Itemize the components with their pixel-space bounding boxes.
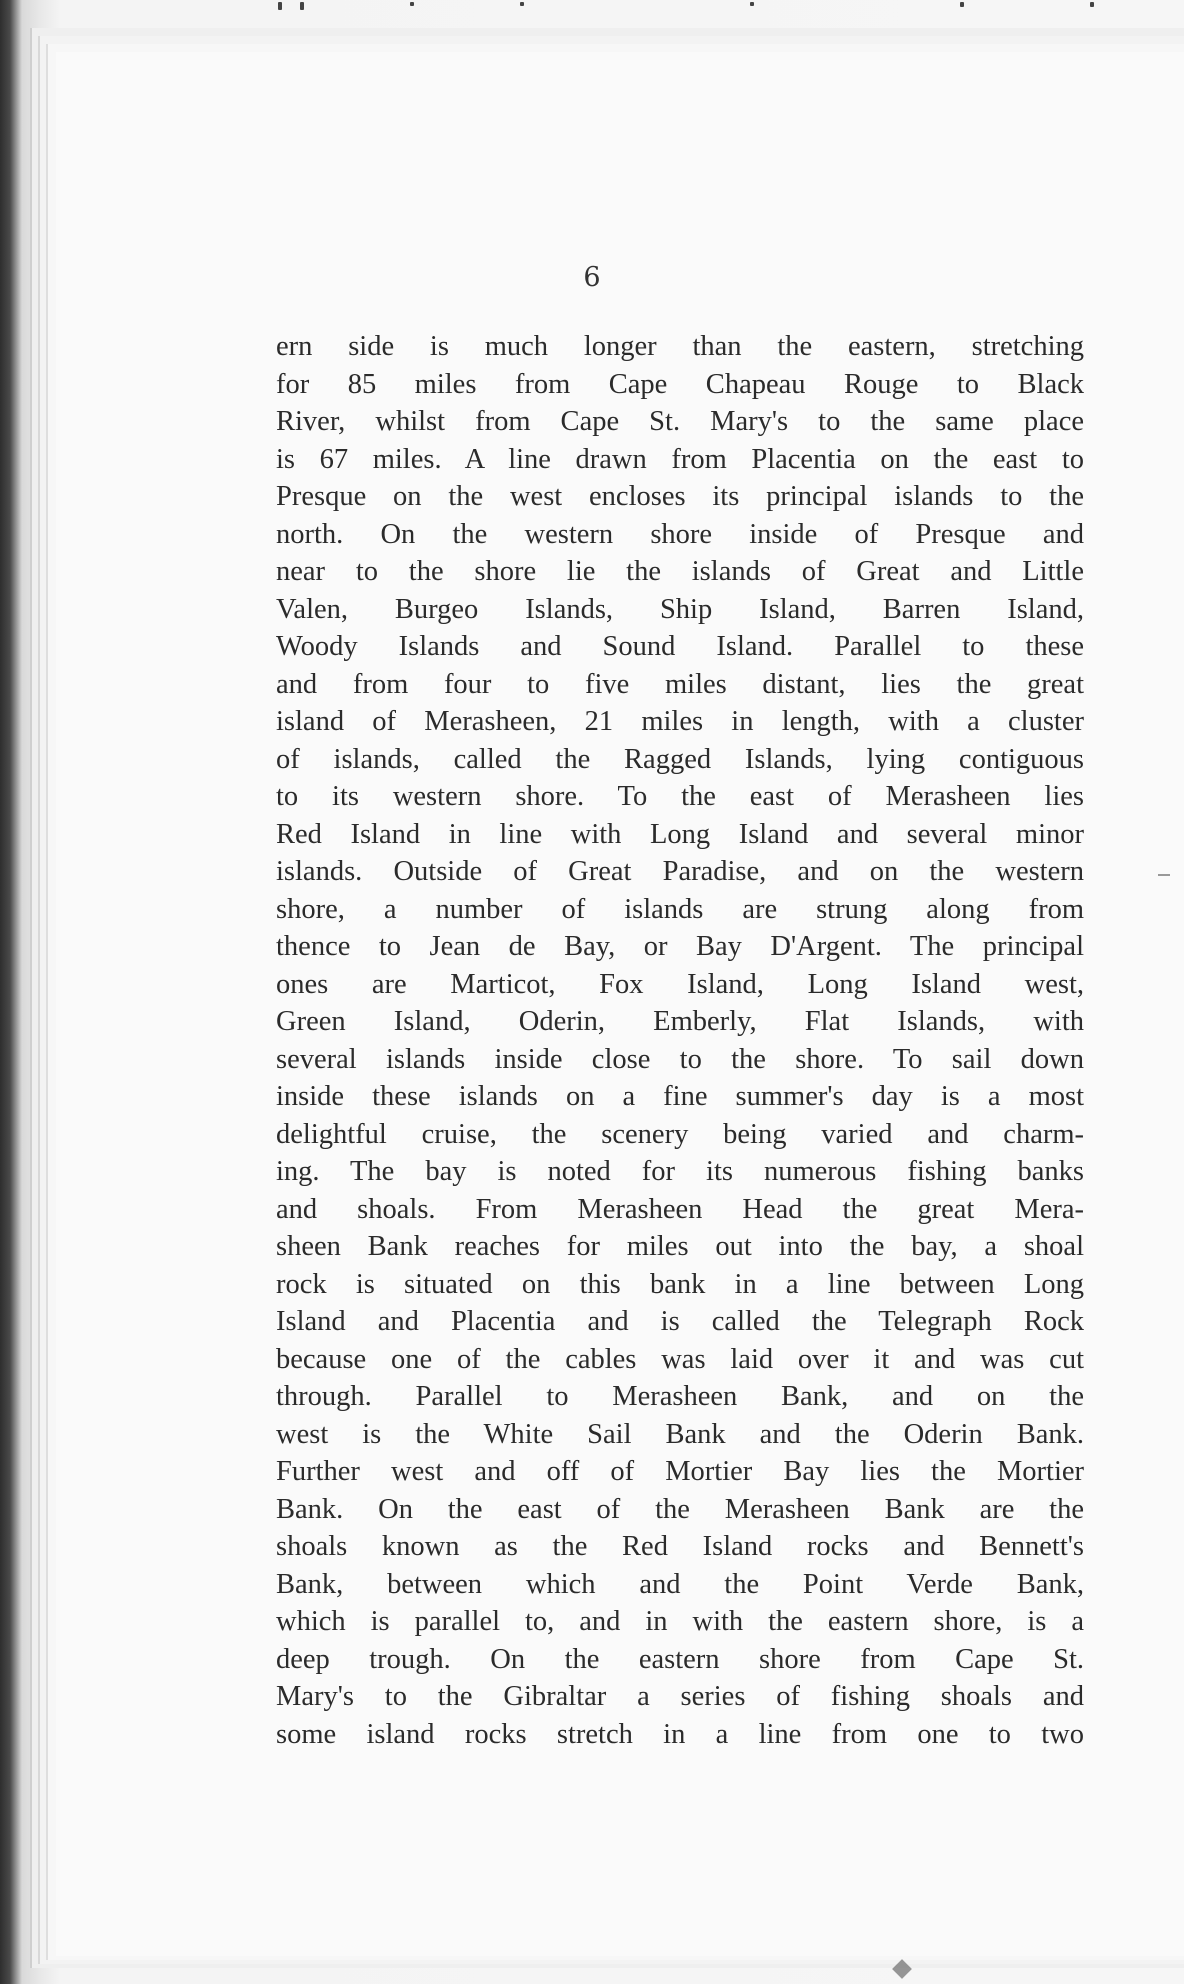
body-text (276, 328, 1084, 1753)
text-line: and shoals. From Merasheen Head the great Mera- (276, 1193, 1084, 1225)
text-line: Bank. On the east of the Merasheen Bank are the (276, 1493, 1084, 1525)
text-line: several islands inside close to the shore. To sail down (276, 1043, 1084, 1075)
text-line: thence to Jean de Bay, or Bay D'Argent. The principal (276, 931, 1084, 962)
scan-artifact-marks (270, 0, 1130, 16)
text-line: rock is situated on this bank in a line between Long (276, 1268, 1084, 1300)
text-line: is 67 miles. A line drawn from Placentia on the east to (276, 443, 1084, 475)
text-line: through. Parallel to Merasheen Bank, and on the (276, 1381, 1084, 1412)
page-number: 6 (583, 262, 601, 293)
text-line: near to the shore lie the islands of Great and Little (276, 556, 1084, 587)
scan-artifact (750, 2, 754, 6)
text-line: ing. The bay is noted for its numerous fishing banks (276, 1156, 1084, 1187)
text-line: which is parallel to, and in with the eastern shore, is a (276, 1606, 1084, 1637)
text-line: Mary's to the Gibraltar a series of fishing shoals and (276, 1681, 1084, 1712)
text-line: some island rocks stretch in a line from one to two (276, 1718, 1084, 1750)
text-line: Red Island in line with Long Island and several minor (276, 818, 1084, 850)
text-line: north. On the western shore inside of Presque and (276, 518, 1084, 550)
text-line: Valen, Burgeo Islands, Ship Island, Barren Island, (276, 593, 1084, 625)
text-line: delightful cruise, the scenery being varied and charm- (276, 1118, 1084, 1150)
text-line: Woody Islands and Sound Island. Parallel to these (276, 631, 1084, 662)
text-line: sheen Bank reaches for miles out into the bay, a shoal (276, 1231, 1084, 1262)
text-line: Presque on the west encloses its principal islands to the (276, 481, 1084, 512)
text-line: River, whilst from Cape St. Mary's to the same place (276, 406, 1084, 437)
text-line: for 85 miles from Cape Chapeau Rouge to Black (276, 368, 1084, 400)
text-line: Bank, between which and the Point Verde Bank, (276, 1568, 1084, 1600)
scan-artifact (300, 2, 304, 10)
text-line: because one of the cables was laid over it and was cut (276, 1343, 1084, 1375)
scan-artifact (1090, 2, 1094, 7)
text-line: Island and Placentia and is called the Telegraph Rock (276, 1306, 1084, 1337)
text-line: ern side is much longer than the eastern, stretching (276, 331, 1084, 362)
text-line: shore, a number of islands are strung along from (276, 893, 1084, 925)
scan-artifact (520, 2, 524, 6)
text-line: inside these islands on a fine summer's day is a most (276, 1081, 1084, 1112)
text-line: deep trough. On the eastern shore from Cape St. (276, 1643, 1084, 1675)
text-line: island of Merasheen, 21 miles in length, with a cluster (276, 706, 1084, 737)
scan-artifact (410, 2, 414, 6)
text-line: shoals known as the Red Island rocks and Bennett's (276, 1531, 1084, 1562)
text-line: ones are Marticot, Fox Island, Long Island west, (276, 968, 1084, 1000)
text-line: of islands, called the Ragged Islands, lying contiguous (276, 743, 1084, 775)
scan-artifact (960, 2, 964, 7)
text-line: to its western shore. To the east of Merasheen lies (276, 781, 1084, 812)
text-line: islands. Outside of Great Paradise, and on the western (276, 856, 1084, 887)
text-line: Further west and off of Mortier Bay lies the Mortier (276, 1456, 1084, 1487)
scan-artifact (278, 2, 282, 10)
margin-mark (1158, 874, 1170, 876)
text-line: and from four to five miles distant, lies the great (276, 668, 1084, 700)
text-line: west is the White Sail Bank and the Oderin Bank. (276, 1418, 1084, 1450)
text-line: Green Island, Oderin, Emberly, Flat Islands, with (276, 1006, 1084, 1037)
